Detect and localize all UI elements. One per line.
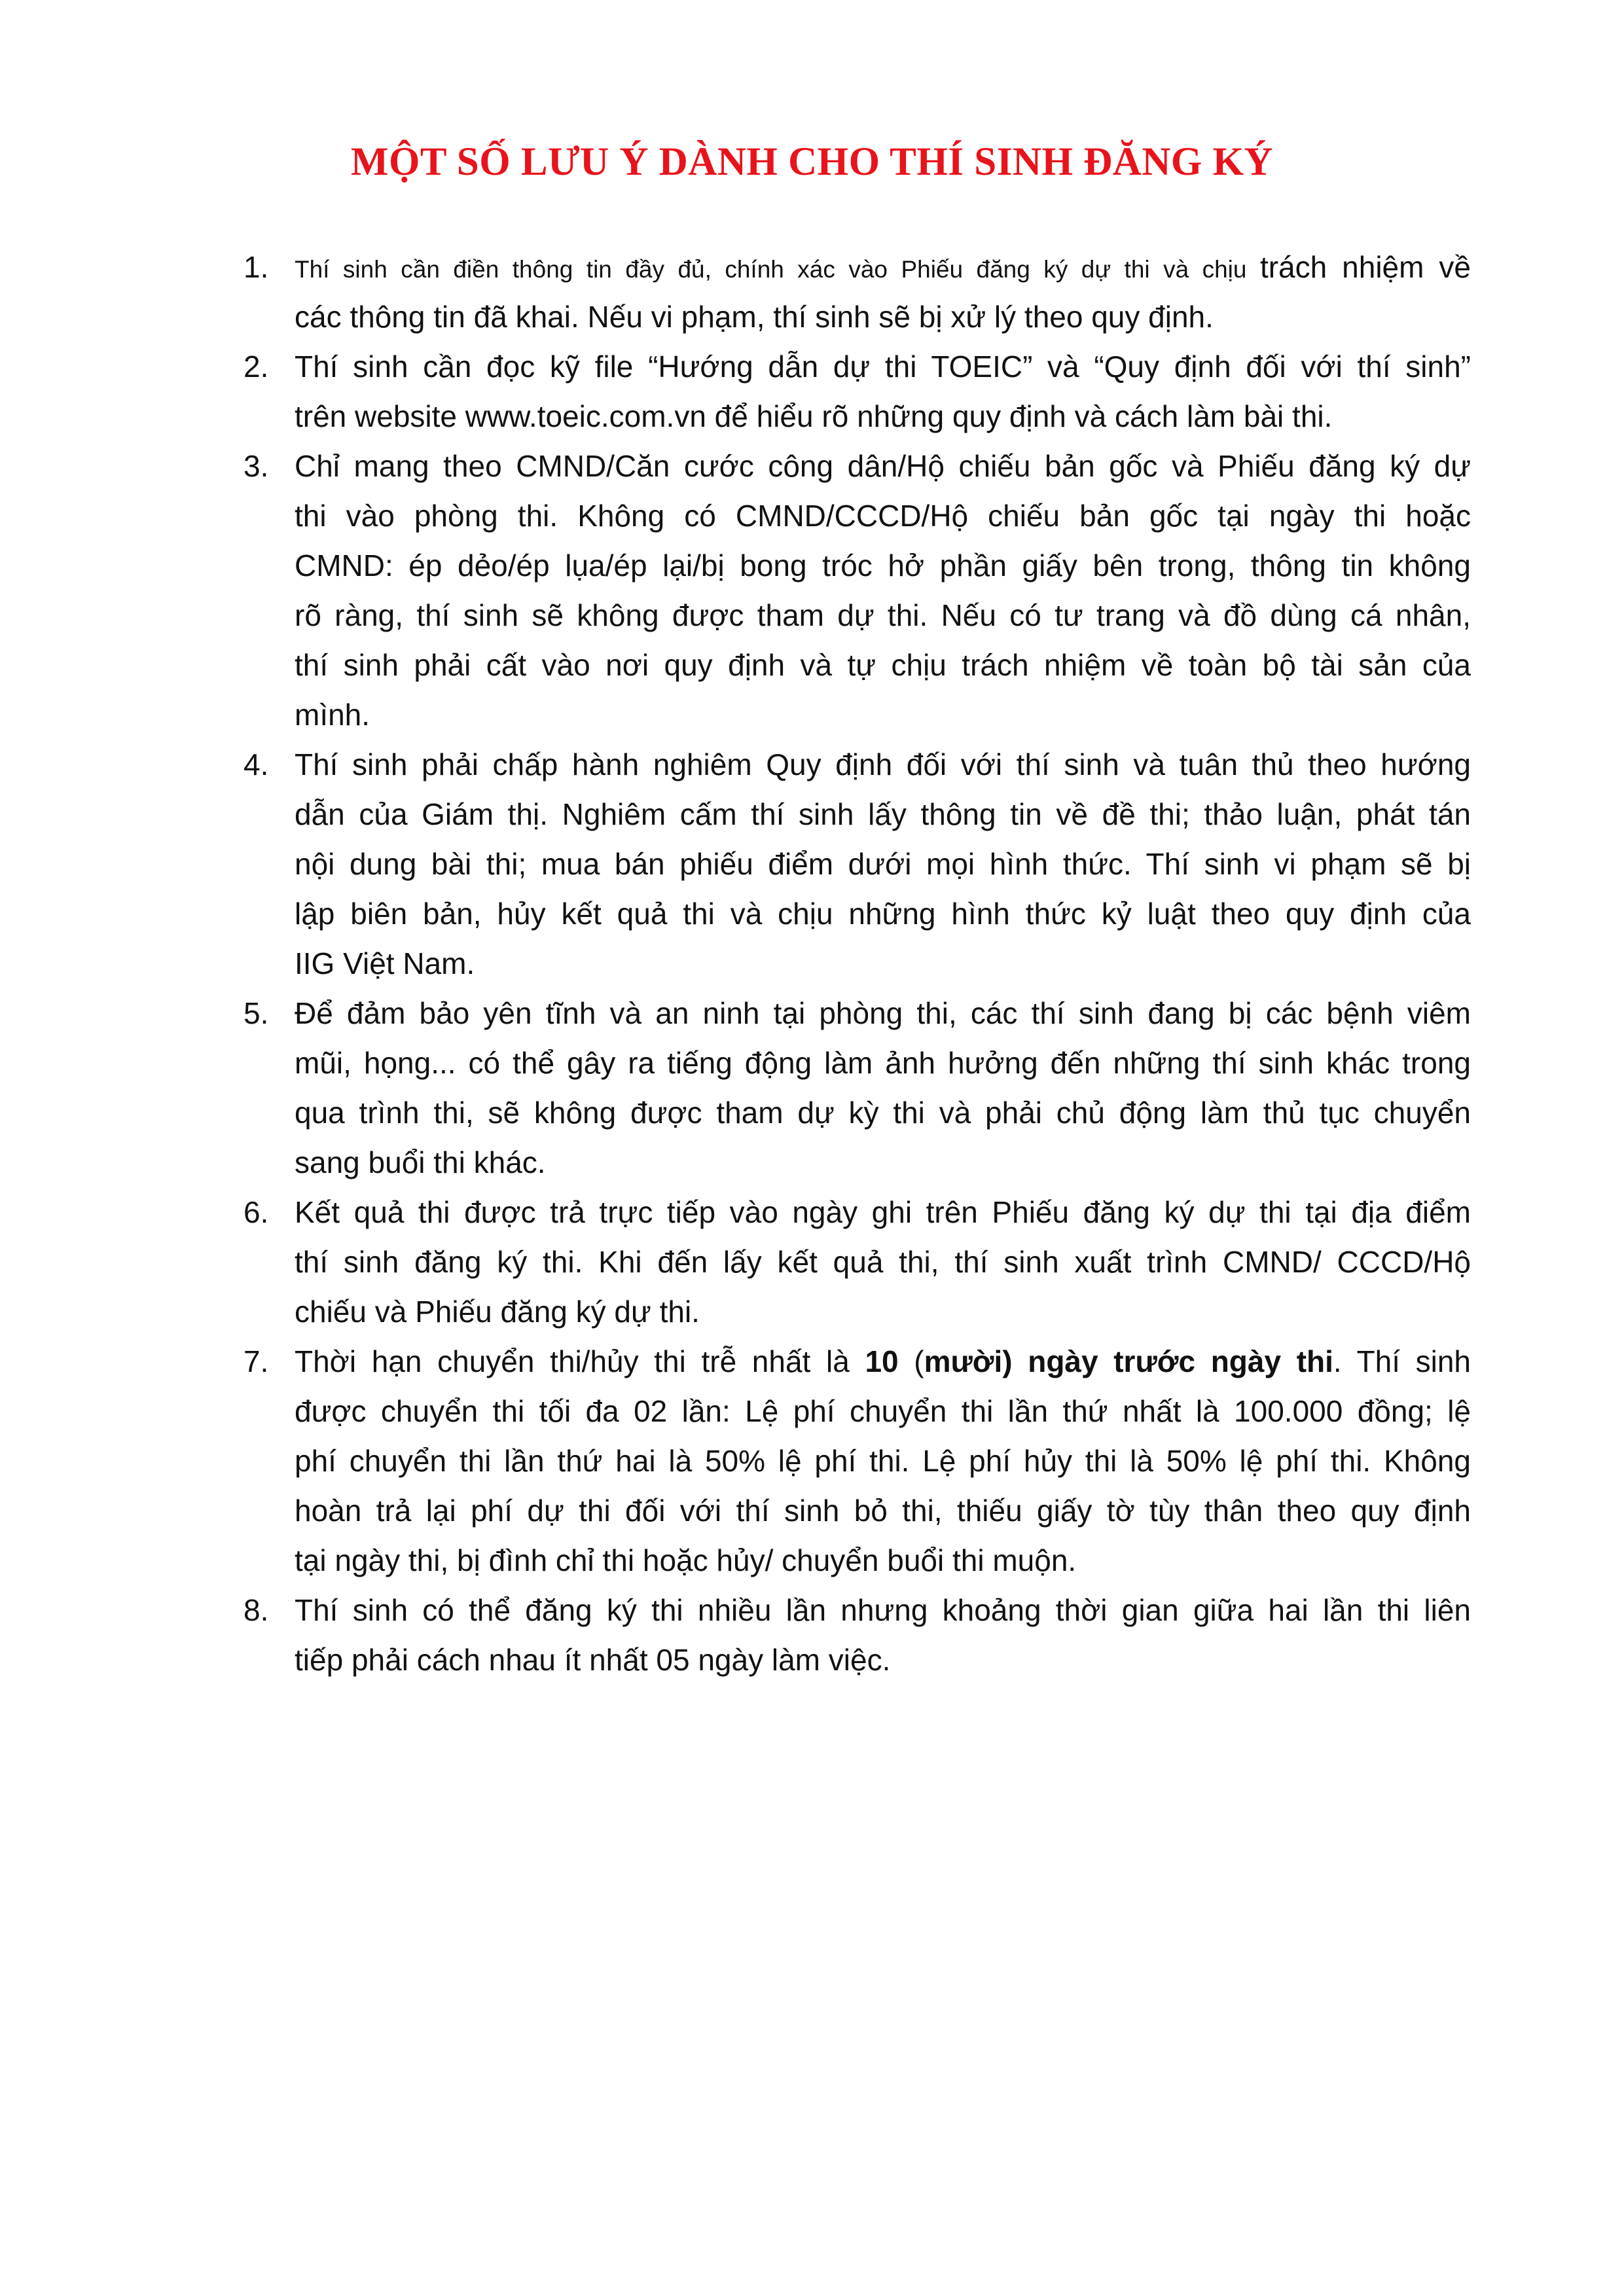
- list-item-line: [295, 590, 1471, 640]
- list-item-line: [295, 292, 1471, 342]
- list-item-line: [295, 988, 1471, 1038]
- list-item: [244, 342, 1471, 441]
- list-item-line: [295, 740, 1471, 789]
- page-title: MỘT SỐ LƯU Ý DÀNH CHO THÍ SINH ĐĂNG KÝ: [350, 139, 1274, 184]
- list-item-line: [295, 1436, 1471, 1486]
- text-segment: . Thí sinh: [1333, 1344, 1471, 1378]
- list-item-line: [295, 1386, 1471, 1436]
- list-item-number: 8.: [244, 1593, 269, 1627]
- list-item-number: 7.: [244, 1344, 269, 1378]
- list-item-line: [295, 1038, 1471, 1088]
- text-segment: Thí sinh có thể đăng ký thi nhiều lần nhưng khoảng thời gian giữa hai lần thi liên: [295, 1593, 1471, 1627]
- text-segment: trên website www.toeic.com.vn để hiểu rõ những quy định và cách làm bài thi.: [295, 399, 1333, 433]
- text-segment: sang buổi thi khác.: [295, 1145, 546, 1179]
- list-item: [244, 1336, 1471, 1585]
- list-item: [244, 1187, 1471, 1336]
- list-item-line: [295, 939, 1471, 988]
- text-segment: mình.: [295, 698, 370, 732]
- text-segment: qua trình thi, sẽ không được tham dự kỳ thi và phải chủ động làm thủ tục chuyển: [295, 1096, 1471, 1130]
- text-segment: Thí sinh cần đọc kỹ file “Hướng dẫn dự thi TOEIC” và “Quy định đối với thí sinh”: [295, 350, 1471, 384]
- list-item-line: [295, 242, 1471, 292]
- text-segment: mũi, họng... có thể gây ra tiếng động làm ảnh hưởng đến những thí sinh khác trong: [295, 1046, 1471, 1080]
- list-item-line: [295, 1088, 1471, 1138]
- text-segment: Kết quả thi được trả trực tiếp vào ngày ghi trên Phiếu đăng ký dự thi tại địa điểm: [295, 1195, 1471, 1229]
- list-item-line: [295, 1635, 1471, 1685]
- text-segment: lập biên bản, hủy kết quả thi và chịu những hình thức kỷ luật theo quy định của: [295, 897, 1471, 931]
- list-item-line: [295, 541, 1471, 590]
- list-item-line: [295, 1585, 1471, 1635]
- list-item-line: [295, 1535, 1471, 1585]
- list-item-line: [295, 789, 1471, 839]
- list-item-line: [295, 889, 1471, 939]
- text-segment: trách nhiệm về: [1259, 250, 1471, 284]
- text-segment: được chuyển thi tối đa 02 lần: Lệ phí chuyển thi lần thứ nhất là 100.000 đồng; lệ: [295, 1394, 1471, 1428]
- text-segment: chiếu và Phiếu đăng ký dự thi.: [295, 1295, 700, 1329]
- text-segment: IIG Việt Nam.: [295, 946, 475, 980]
- list-item-number: 1.: [244, 250, 269, 284]
- list-item: [244, 242, 1471, 342]
- text-segment: rõ ràng, thí sinh sẽ không được tham dự thi. Nếu có tư trang và đồ dùng cá nhân,: [295, 598, 1471, 632]
- list-item-number: 5.: [244, 996, 269, 1030]
- text-segment: tại ngày thi, bị đình chỉ thi hoặc hủy/ chuyển buổi thi muộn.: [295, 1543, 1077, 1577]
- list-item: [244, 441, 1471, 740]
- list-item-line: [295, 1187, 1471, 1237]
- list-item-line: [295, 690, 1471, 740]
- list-item: [244, 988, 1471, 1187]
- list-item-line: [295, 491, 1471, 541]
- list-item-number: 2.: [244, 350, 269, 384]
- text-segment: thí sinh phải cất vào nơi quy định và tự chịu trách nhiệm về toàn bộ tài sản của: [295, 648, 1471, 682]
- notes-list: [244, 242, 1471, 1685]
- text-segment: Thí sinh cần điền thông tin đầy đủ, chính xác vào Phiếu đăng ký dự thi và chịu: [295, 256, 1260, 283]
- list-item-number: 6.: [244, 1195, 269, 1229]
- text-segment: Thời hạn chuyển thi/hủy thi trễ nhất là: [295, 1344, 865, 1378]
- text-segment: 10: [865, 1344, 899, 1378]
- list-item-line: [295, 1486, 1471, 1535]
- list-item: [244, 1585, 1471, 1685]
- list-item-line: [295, 441, 1471, 491]
- list-item-line: [295, 839, 1471, 889]
- list-item-number: 3.: [244, 449, 269, 483]
- text-segment: phí chuyển thi lần thứ hai là 50% lệ phí thi. Lệ phí hủy thi là 50% lệ phí thi. Không: [295, 1444, 1471, 1478]
- text-segment: mười) ngày trước ngày thi: [924, 1344, 1333, 1378]
- list-item: [244, 740, 1471, 988]
- list-item-line: [295, 1138, 1471, 1187]
- list-item-line: [295, 1287, 1471, 1336]
- text-segment: Chỉ mang theo CMND/Căn cước công dân/Hộ chiếu bản gốc và Phiếu đăng ký dự: [295, 449, 1471, 483]
- list-item-line: [295, 1336, 1471, 1386]
- text-segment: (: [898, 1344, 924, 1378]
- text-segment: Thí sinh phải chấp hành nghiêm Quy định đối với thí sinh và tuân thủ theo hướng: [295, 747, 1471, 781]
- text-segment: CMND: ép dẻo/ép lụa/ép lại/bị bong tróc hở phần giấy bên trong, thông tin không: [295, 548, 1471, 583]
- text-segment: nội dung bài thi; mua bán phiếu điểm dưới mọi hình thức. Thí sinh vi phạm sẽ bị: [295, 847, 1471, 881]
- text-segment: thi vào phòng thi. Không có CMND/CCCD/Hộ chiếu bản gốc tại ngày thi hoặc: [295, 499, 1471, 533]
- list-item-line: [295, 640, 1471, 690]
- text-segment: tiếp phải cách nhau ít nhất 05 ngày làm việc.: [295, 1643, 891, 1677]
- list-item-line: [295, 342, 1471, 391]
- text-segment: các thông tin đã khai. Nếu vi phạm, thí sinh sẽ bị xử lý theo quy định.: [295, 300, 1214, 334]
- text-segment: dẫn của Giám thị. Nghiêm cấm thí sinh lấy thông tin về đề thi; thảo luận, phát tán: [295, 797, 1471, 831]
- text-segment: thí sinh đăng ký thi. Khi đến lấy kết quả thi, thí sinh xuất trình CMND/ CCCD/Hộ: [295, 1245, 1471, 1279]
- text-segment: Để đảm bảo yên tĩnh và an ninh tại phòng thi, các thí sinh đang bị các bệnh viêm: [295, 996, 1471, 1030]
- text-segment: hoàn trả lại phí dự thi đối với thí sinh bỏ thi, thiếu giấy tờ tùy thân theo quy định: [295, 1494, 1471, 1528]
- list-item-number: 4.: [244, 747, 269, 781]
- list-item-line: [295, 391, 1471, 441]
- list-item-line: [295, 1237, 1471, 1287]
